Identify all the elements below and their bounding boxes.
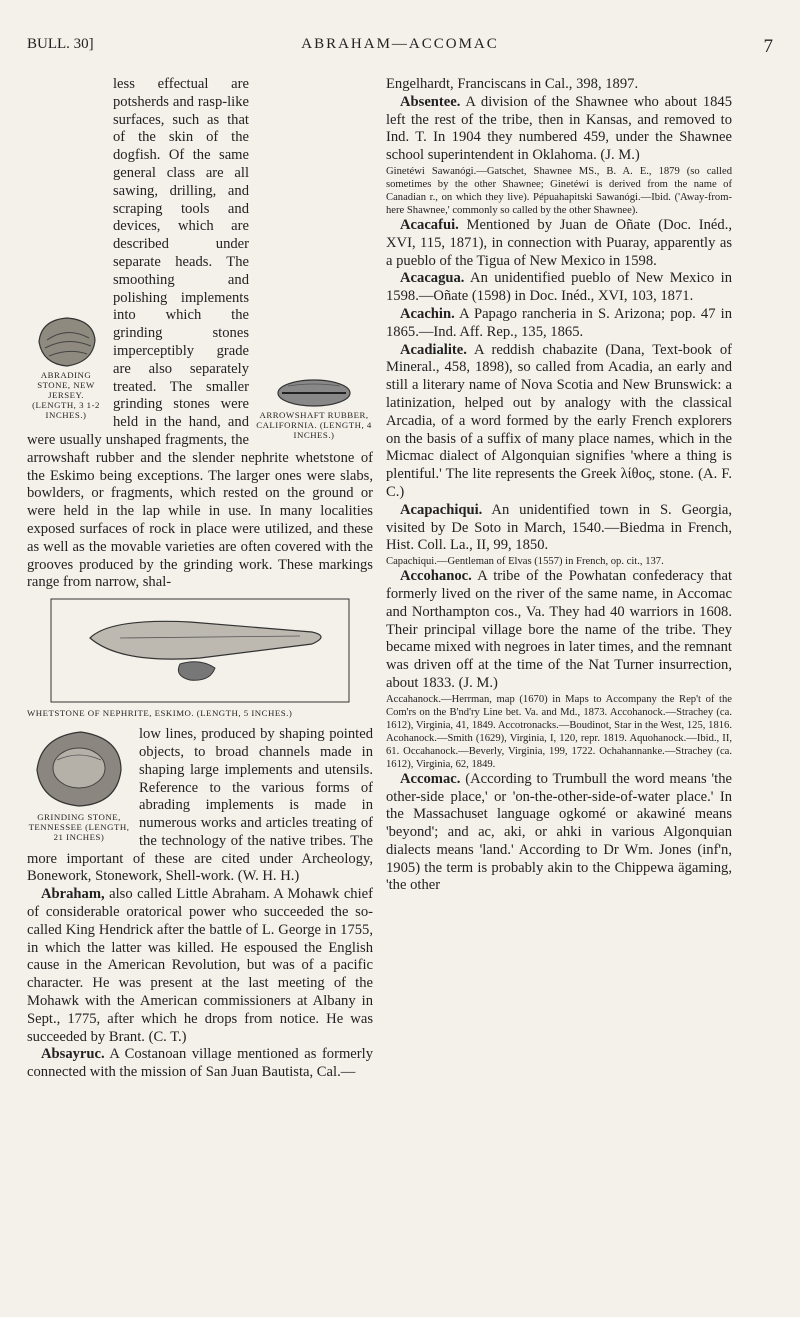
headword: Acacafui. [400, 216, 459, 233]
headword: Absentee. [400, 93, 461, 110]
headword: Accomac. [400, 770, 461, 787]
figure-caption: WHETSTONE OF NEPHRITE, ESKIMO. (LENGTH, 5 INCHES.) [27, 708, 293, 719]
entry-acachin: Acachin. A Papago rancheria in S. Arizona; pop. 47 in 1865.—Ind. Aff. Rep., 135, 1865. [386, 305, 733, 340]
entry-acadialite: Acadialite. A reddish chabazite (Dana, Text-book of Mineral., 458, 1898), so called from Acadia, an early and still a literary name of Nova Scotia and New Brunswick: a latinization, helped out by analogy with the classical Arcadia, of a word formed by the early French explorers on the basis of a suffix of many place names, which in the Micmac dialect of Algonquian signifies 'where a thing is plentiful.' The lite represents the Greek λίθος, stone. (A. F. C.) [386, 341, 733, 500]
abrading-text-continued: low lines, produced by shaping pointed objects, to broad channels made in shaping large implements and utensils. Reference to the various forms of abrading implements is made in numerous works and articles treating of the technology of the native tribes. The more important of these are cited under Archeology, Bonework, Stonework, Shell-work. (W. H. H.) [27, 726, 373, 885]
figure-grinding-stone [27, 726, 131, 842]
bulletin-ref: BULL. 30] [27, 36, 94, 52]
left-column [27, 76, 373, 1082]
right-column [386, 76, 732, 895]
headword: Accohanoc. [400, 568, 472, 585]
page-number: 7 [763, 36, 773, 57]
figure-abrading-stone [27, 312, 105, 420]
headword: Abraham, [41, 886, 105, 903]
synonymy: Accahanock.—Herrman, map (1670) in Maps to Accompany the Rep't of the Com'rs on the B'nd'ry Line bet. Va. and Md., 1873. Accohanock.—Strachey (ca. 1612), Virginia, 41, 1849. Accotronacks.—Boudinot, Star in the West, 125, 1816. Acohanock.—Smith (1629), Virginia, I, 120, repr. 1819. Aquohanock.—Ibid., II, 61. Occahanock.—Beverly, Virginia, 199, 1722. Ochahannanke.—Strachey (ca. 1612), Virginia, 62, 1849. [386, 693, 732, 770]
headword: Acacagua. [400, 270, 465, 287]
headword: Absayruc. [41, 1046, 105, 1063]
page-header [27, 36, 773, 58]
arrowshaft-rubber-illustration [274, 376, 354, 410]
synonymy: Capachiqui.—Gentleman of Elvas (1557) in French, op. cit., 137. [386, 556, 664, 568]
running-title: ABRAHAM—ACCOMAC [301, 36, 499, 52]
entry-accohanoc: Accohanoc. A tribe of the Powhatan confederacy that formerly lived on the river of the same name, in Accomac and Northampton cos., Va. They had 40 warriors in 1608. Their principal village bore the name of the tribe. They became mixed with negroes in later times, and the remnant was driven off at the time of the Nat Turner insurrection, about 1833. (J. M.) [386, 568, 733, 691]
entry-absentee: Absentee. A division of the Shawnee who about 1845 left the rest of the tribe, then in Kansas, and removed to Ind. T. In 1904 they numbered 459, under the Shawnee school superintendent in Oklahoma. (J. M.) [386, 93, 733, 164]
headword: Acapachiqui. [400, 501, 483, 518]
whetstone-illustration [50, 598, 350, 703]
figure-caption: GRINDING STONE, TENNESSEE (LENGTH, 21 INCHES) [28, 812, 130, 843]
figure-whetstone [27, 598, 373, 718]
entry-acacafui: Acacafui. Mentioned by Juan de Oñate (Doc. Inéd., XVI, 115, 1871), in connection with Puaray, apparently as a pueblo of the Tigua of New Mexico in 1598. [386, 216, 732, 269]
entry-acacagua: Acacagua. An unidentified pueblo of New Mexico in 1598.—Oñate (1598) in Doc. Inéd., XVI, 103, 1871. [386, 270, 733, 305]
entry-accomac: Accomac. (According to Trumbull the word means 'the other-side place,' or 'on-the-other-side-of-water place.' In the Massachuset language ogkomé or akawiné means 'beyond'; and ac, aki, or ahki in various Algonquian dialects means 'land.' According to Dr Wm. Jones (inf'n, 1905) the term is probably akin to the Chippewa ägaming, 'the other [386, 770, 732, 894]
figure-caption: ARROWSHAFT RUBBER, CALIFORNIA. (LENGTH, 4 INCHES.) [256, 410, 372, 440]
abrading-text: less effectual are potsherds and rasp-like surfaces, such as that of the skin of the dogfish. Of the same general class are all sawing, drilling, and scraping tools and devices, which are described under separate heads. The smoothing and polishing implements into which the grinding stones imperceptibly grade are also separately treated. The smaller grinding stones were held in the hand, and were usually unshaped fragments, the arrowshaft rubber and the slender nephrite whetstone of the Eskimo being exceptions. The larger ones were slabs, bowlders, or fragments, which rested on the ground or were held in the lap while in use. In many localities exposed surfaces of rock in place were utilized, and these as well as the movable varieties are often covered with the grooves produced by the grinding work. These markings range from narrow, shal- [27, 76, 373, 591]
figure-caption: ABRADING STONE, NEW JERSEY. (LENGTH, 3 1-2 INCHES.) [32, 370, 100, 420]
entry-abraham: Abraham, also called Little Abraham. A Mohawk chief of considerable oratorical power who succeeded the so-called King Hendrick after the battle of L. George in 1755, in which the latter was killed. He espoused the English cause in the American Revolution, but was of a pacific character. He was present at the last meeting of the Mohawk with the American commissioners at Albany in Sept., 1775, after which he drops from notice. He was succeeded by Brant. (C. T.) [27, 886, 373, 1045]
grinding-stone-illustration [31, 726, 127, 812]
synonymy: Ginetéwi Sawanógi.—Gatschet, Shawnee MS., B. A. E., 1879 (so called sometimes by the other Shawnee; Ginetéwi is derived from the name of Canadian r., on which they live). Pépuahapitski Sawanógi.—Ibid. ('Away-from-here Shawnee,' commonly so called by the other Shawnee). [386, 165, 732, 216]
headword: Acadialite. [400, 341, 467, 358]
entry-continuation: Engelhardt, Franciscans in Cal., 398, 1897. [386, 76, 639, 92]
entry-absayruc: Absayruc. A Costanoan village mentioned as formerly connected with the mission of San Juan Bautista, Cal.— [27, 1046, 374, 1081]
entry-acapachiqui: Acapachiqui. An unidentified town in S. Georgia, visited by De Soto in March, 1540.—Biedma in French, Hist. Coll. La., II, 99, 1850. [386, 501, 732, 554]
figure-arrowshaft-rubber [255, 376, 373, 440]
abrading-stone-illustration [31, 312, 101, 370]
headword: Acachin. [400, 305, 455, 322]
